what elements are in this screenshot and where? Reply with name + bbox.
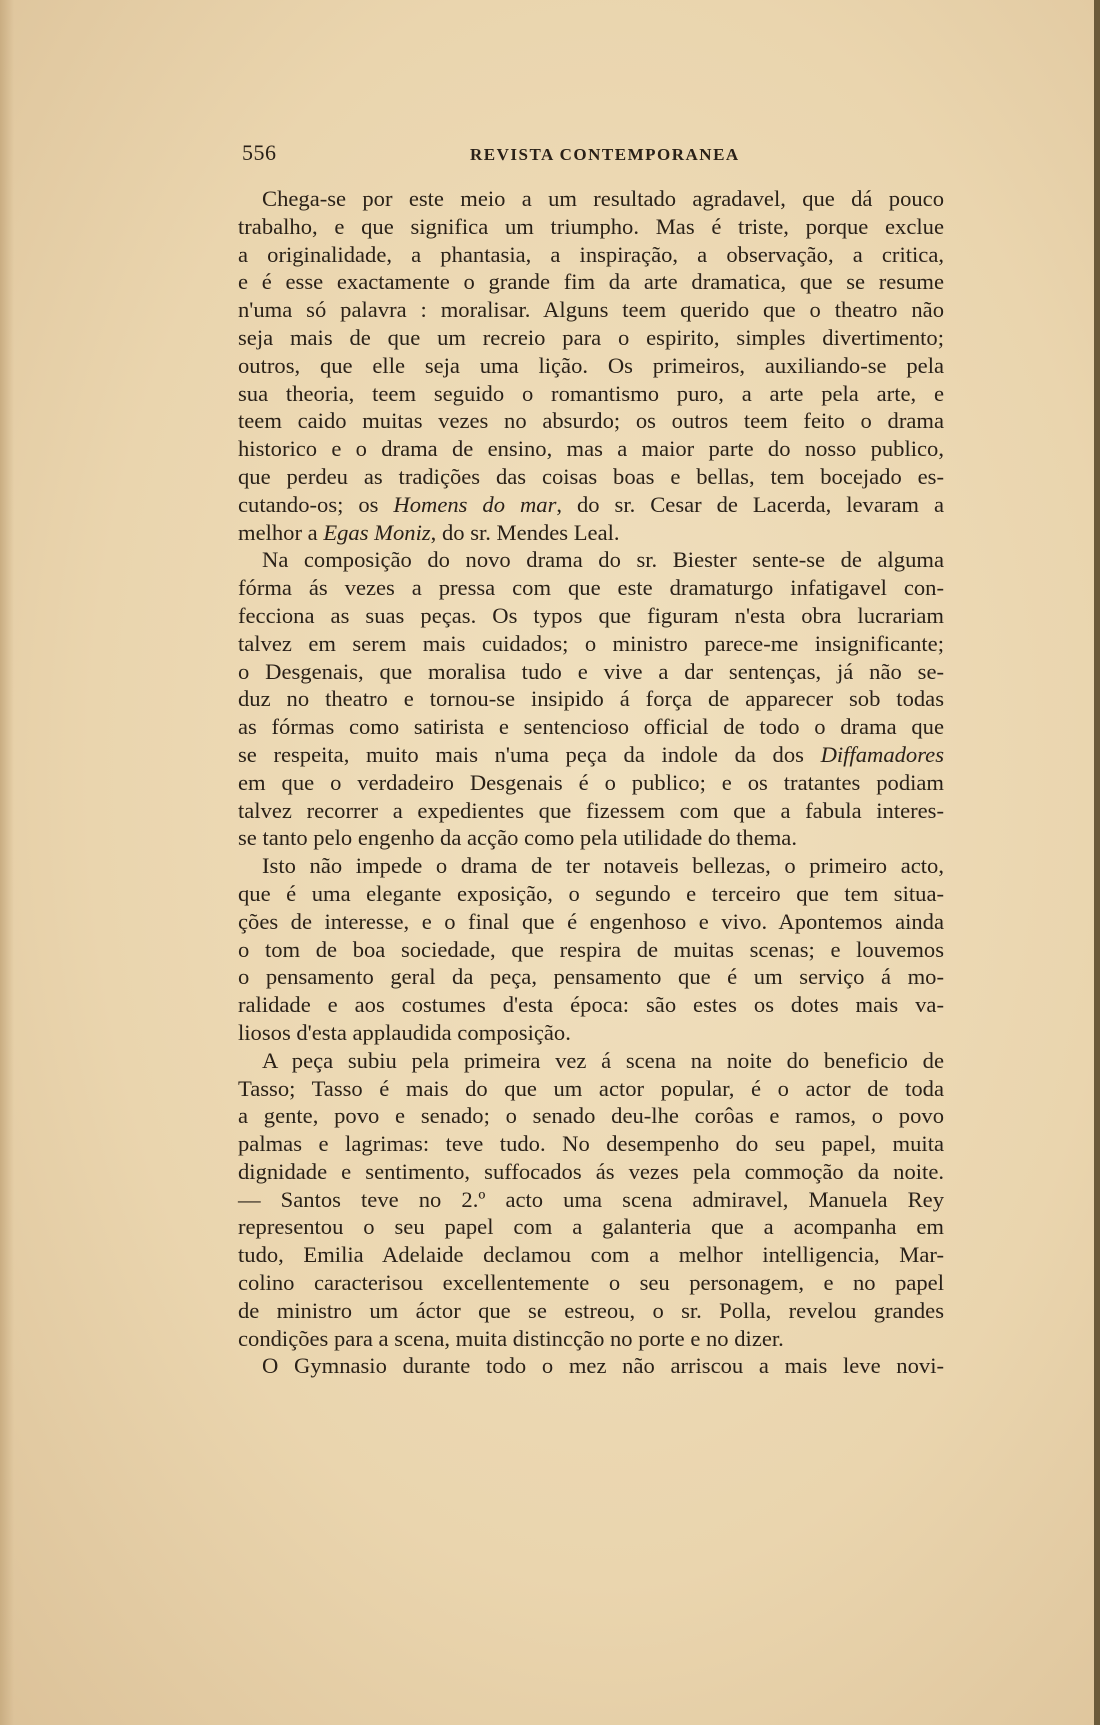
text-segment: teem caido muitas vezes no absurdo; os outros teem feito o drama xyxy=(238,408,944,434)
text-segment: o pensamento geral da peça, pensamento que é um serviço á mo- xyxy=(238,964,944,990)
text-segment: em que o verdadeiro Desgenais é o publico; e os tratantes podiam xyxy=(238,769,944,795)
text-segment: cutando-os; os xyxy=(238,491,394,517)
text-line xyxy=(238,991,944,1019)
text-segment: Isto não impede o drama de ter notaveis bellezas, o primeiro acto, xyxy=(262,853,944,879)
text-line xyxy=(238,435,944,463)
text-line xyxy=(238,1213,944,1241)
text-line xyxy=(238,185,944,213)
text-segment: outros, que elle seja uma lição. Os primeiros, auxiliando-se pela xyxy=(238,352,944,378)
text-segment: dignidade e sentimento, suffocados ás vezes pela commoção da noite. xyxy=(238,1158,944,1184)
text-segment: ções de interesse, e o final que é engenhoso e vivo. Apontemos ainda xyxy=(238,908,944,934)
text-segment: de ministro um áctor que se estreou, o sr. Polla, revelou grandes xyxy=(238,1297,944,1323)
body-text xyxy=(238,185,944,1380)
text-line xyxy=(238,296,944,324)
text-line xyxy=(238,1241,944,1269)
text-segment: historico e o drama de ensino, mas a maior parte do nosso publico, xyxy=(238,436,944,462)
text-line xyxy=(238,713,944,741)
text-line xyxy=(238,797,944,825)
text-line xyxy=(238,407,944,435)
text-line xyxy=(238,324,944,352)
page-header xyxy=(242,140,942,170)
text-segment: colino caracterisou excellentemente o seu personagem, e no papel xyxy=(238,1270,944,1296)
text-line xyxy=(238,1047,944,1075)
text-line xyxy=(238,936,944,964)
page-number: 556 xyxy=(242,140,277,165)
text-line xyxy=(238,491,944,519)
text-segment: e é esse exactamente o grande fim da arte dramatica, que se resume xyxy=(238,269,944,295)
text-segment: palmas e lagrimas: teve tudo. No desempenho do seu papel, muita xyxy=(238,1131,944,1157)
text-line xyxy=(238,1130,944,1158)
italic-title: Homens do mar xyxy=(393,491,557,517)
text-line xyxy=(238,741,944,769)
text-segment: talvez recorrer a expedientes que fizessem com que a fabula interes- xyxy=(238,797,944,823)
text-segment: A peça subiu pela primeira vez á scena na noite do beneficio de xyxy=(262,1047,944,1073)
text-line xyxy=(238,1269,944,1297)
text-segment: tudo, Emilia Adelaide declamou com a melhor intelligencia, Mar- xyxy=(238,1242,944,1268)
text-line xyxy=(238,824,944,852)
text-segment: a originalidade, a phantasia, a inspiração, a observação, a critica, xyxy=(238,241,944,267)
text-line xyxy=(238,685,944,713)
text-segment: , do sr. Cesar de Lacerda, levaram a xyxy=(556,491,944,517)
text-segment: se respeita, muito mais n'uma peça da indole da dos xyxy=(238,741,821,767)
text-segment: sua theoria, teem seguido o romantismo puro, a arte pela arte, e xyxy=(238,380,944,406)
text-line xyxy=(238,852,944,880)
text-line xyxy=(238,1102,944,1130)
text-line xyxy=(238,880,944,908)
text-line xyxy=(238,574,944,602)
text-segment: que é uma elegante exposição, o segundo e terceiro que tem situa- xyxy=(238,880,944,906)
text-segment: que perdeu as tradições das coisas boas e bellas, tem bocejado es- xyxy=(238,463,944,489)
text-segment: n'uma só palavra : moralisar. Alguns teem querido que o theatro não xyxy=(238,297,944,323)
text-line xyxy=(238,963,944,991)
text-line xyxy=(238,658,944,686)
text-segment: a gente, povo e senado; o senado deu-lhe corôas e ramos, o povo xyxy=(238,1103,944,1129)
text-line xyxy=(238,463,944,491)
text-segment: O Gymnasio durante todo o mez não arriscou a mais leve novi- xyxy=(262,1353,944,1379)
text-segment: representou o seu papel com a galanteria que a acompanha em xyxy=(238,1214,944,1240)
text-segment: o Desgenais, que moralisa tudo e vive a dar sentenças, já não se- xyxy=(238,658,944,684)
text-segment: , do sr. Mendes Leal. xyxy=(430,519,620,545)
text-segment: duz no theatro e tornou-se insipido á força de apparecer sob todas xyxy=(238,686,944,712)
text-segment: — Santos teve no 2.º acto uma scena admiravel, Manuela Rey xyxy=(238,1186,944,1212)
text-line xyxy=(238,1352,944,1380)
text-segment: Tasso; Tasso é mais do que um actor popular, é o actor de toda xyxy=(238,1075,944,1101)
text-line xyxy=(238,546,944,574)
text-segment: fórma ás vezes a pressa com que este dramaturgo infatigavel con- xyxy=(238,575,944,601)
text-line xyxy=(238,630,944,658)
text-line xyxy=(238,268,944,296)
text-line xyxy=(238,1186,944,1214)
text-line xyxy=(238,769,944,797)
page-edge-shadow xyxy=(0,0,14,1725)
text-segment: liosos d'esta applaudida composição. xyxy=(238,1019,571,1045)
italic-title: Diffamadores xyxy=(820,741,944,767)
text-segment: Chega-se por este meio a um resultado agradavel, que dá pouco xyxy=(262,186,944,211)
text-segment: seja mais de que um recreio para o espirito, simples divertimento; xyxy=(238,324,944,350)
text-segment: talvez em serem mais cuidados; o ministro parece-me insignificante; xyxy=(238,630,944,656)
text-line xyxy=(238,1075,944,1103)
text-segment: ralidade e aos costumes d'esta época: são estes os dotes mais va- xyxy=(238,992,944,1018)
text-line xyxy=(238,1297,944,1325)
text-segment: as fórmas como satirista e sentencioso official de todo o drama que xyxy=(238,714,944,740)
text-line xyxy=(238,213,944,241)
page-binding-edge xyxy=(1094,0,1100,1725)
text-line xyxy=(238,352,944,380)
text-segment: se tanto pelo engenho da acção como pela utilidade do thema. xyxy=(238,825,797,851)
text-segment: trabalho, e que significa um triumpho. Mas é triste, porque exclue xyxy=(238,213,944,239)
text-line xyxy=(238,519,944,547)
text-line xyxy=(238,602,944,630)
text-line xyxy=(238,1019,944,1047)
text-line xyxy=(238,908,944,936)
text-segment: Na composição do novo drama do sr. Biester sente-se de alguma xyxy=(262,547,944,573)
text-line xyxy=(238,1325,944,1353)
running-title: REVISTA CONTEMPORANEA xyxy=(470,145,740,164)
text-line xyxy=(238,241,944,269)
text-segment: o tom de boa sociedade, que respira de muitas scenas; e louvemos xyxy=(238,936,944,962)
text-segment: melhor a xyxy=(238,519,324,545)
text-segment: condições para a scena, muita distincção no porte e no dizer. xyxy=(238,1325,784,1351)
text-line xyxy=(238,380,944,408)
text-segment: fecciona as suas peças. Os typos que figuram n'esta obra lucrariam xyxy=(238,602,944,628)
text-line xyxy=(238,1158,944,1186)
italic-title: Egas Moniz xyxy=(323,519,431,545)
